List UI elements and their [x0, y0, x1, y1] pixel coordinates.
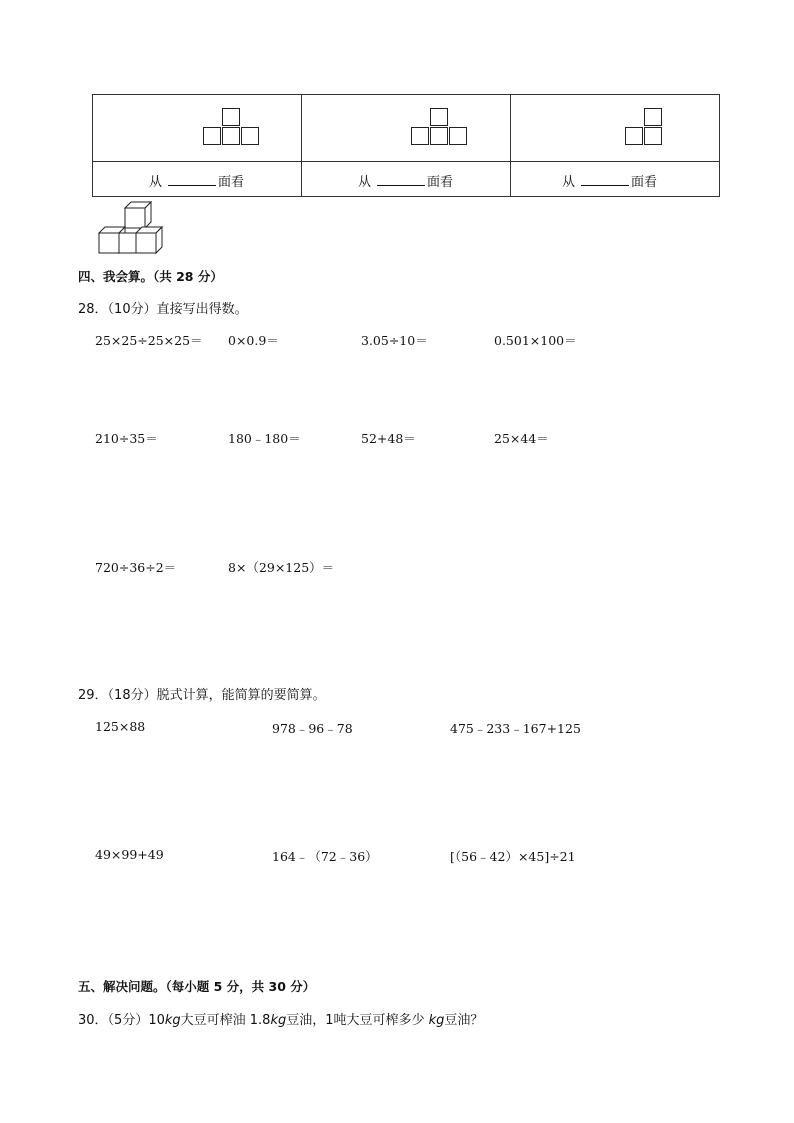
view-figure-cell-2: [302, 95, 511, 162]
view-label-cell-3: [511, 162, 720, 197]
q30-text-2: 大豆可榨油 1.8: [180, 1013, 271, 1028]
q29-item-3: 475﹣233﹣167+125: [450, 721, 581, 736]
view-figure-cell-1: [93, 95, 302, 162]
q30-text-4: 豆油？: [444, 1013, 484, 1028]
views-table: [92, 94, 720, 197]
section-5-heading: 五、解决问题。（每小题 5 分，共 30 分）: [78, 979, 316, 994]
view-label-prefix: 从: [149, 175, 163, 190]
view-label-suffix: 面看: [218, 175, 245, 190]
view-label-cell-1: [93, 162, 302, 197]
view-label-suffix: 面看: [631, 175, 658, 190]
view-figure-cell-3: [511, 95, 720, 162]
view-label-suffix: 面看: [427, 175, 454, 190]
view-label-prefix: 从: [358, 175, 372, 190]
q30-unit-2: kg: [270, 1013, 287, 1028]
q29-item-5: 164﹣（72﹣36）: [272, 849, 378, 864]
q28-item-8: 25×44＝: [494, 431, 549, 446]
question-30: [78, 1009, 483, 1028]
section-4-heading: 四、我会算。（共 28 分）: [78, 269, 223, 284]
q28-item-1: 25×25÷25×25＝: [95, 333, 203, 348]
answer-blank[interactable]: [377, 173, 425, 186]
q28-item-10: 8×（29×125）＝: [228, 560, 335, 575]
q28-item-4: 0.501×100＝: [494, 333, 577, 348]
q28-item-5: 210÷35＝: [95, 431, 158, 446]
question-29-title: 29．（18分）脱式计算，能简算的要简算。: [78, 688, 326, 703]
q29-item-1: 125×88: [95, 719, 146, 734]
q30-unit-1: kg: [164, 1013, 181, 1028]
q29-item-2: 978﹣96﹣78: [272, 721, 353, 736]
q30-unit-3: kg: [428, 1013, 445, 1028]
q28-item-7: 52+48＝: [361, 431, 416, 446]
q28-item-2: 0×0.9＝: [228, 333, 279, 348]
answer-blank[interactable]: [168, 173, 216, 186]
q28-item-6: 180﹣180＝: [228, 431, 301, 446]
q30-text-1: 30．（5分）10: [78, 1013, 165, 1028]
q30-text-3: 豆油，1吨大豆可榨多少: [286, 1013, 429, 1028]
view-label-cell-2: [302, 162, 511, 197]
view-label-prefix: 从: [562, 175, 576, 190]
q28-item-9: 720÷36÷2＝: [95, 560, 177, 575]
answer-blank[interactable]: [581, 173, 629, 186]
q29-item-4: 49×99+49: [95, 847, 164, 862]
question-28-title: 28．（10分）直接写出得数。: [78, 302, 248, 317]
cube-stack-figure: [96, 200, 168, 256]
q29-item-6: [（56﹣42）×45]÷21: [450, 849, 576, 864]
q28-item-3: 3.05÷10＝: [361, 333, 428, 348]
